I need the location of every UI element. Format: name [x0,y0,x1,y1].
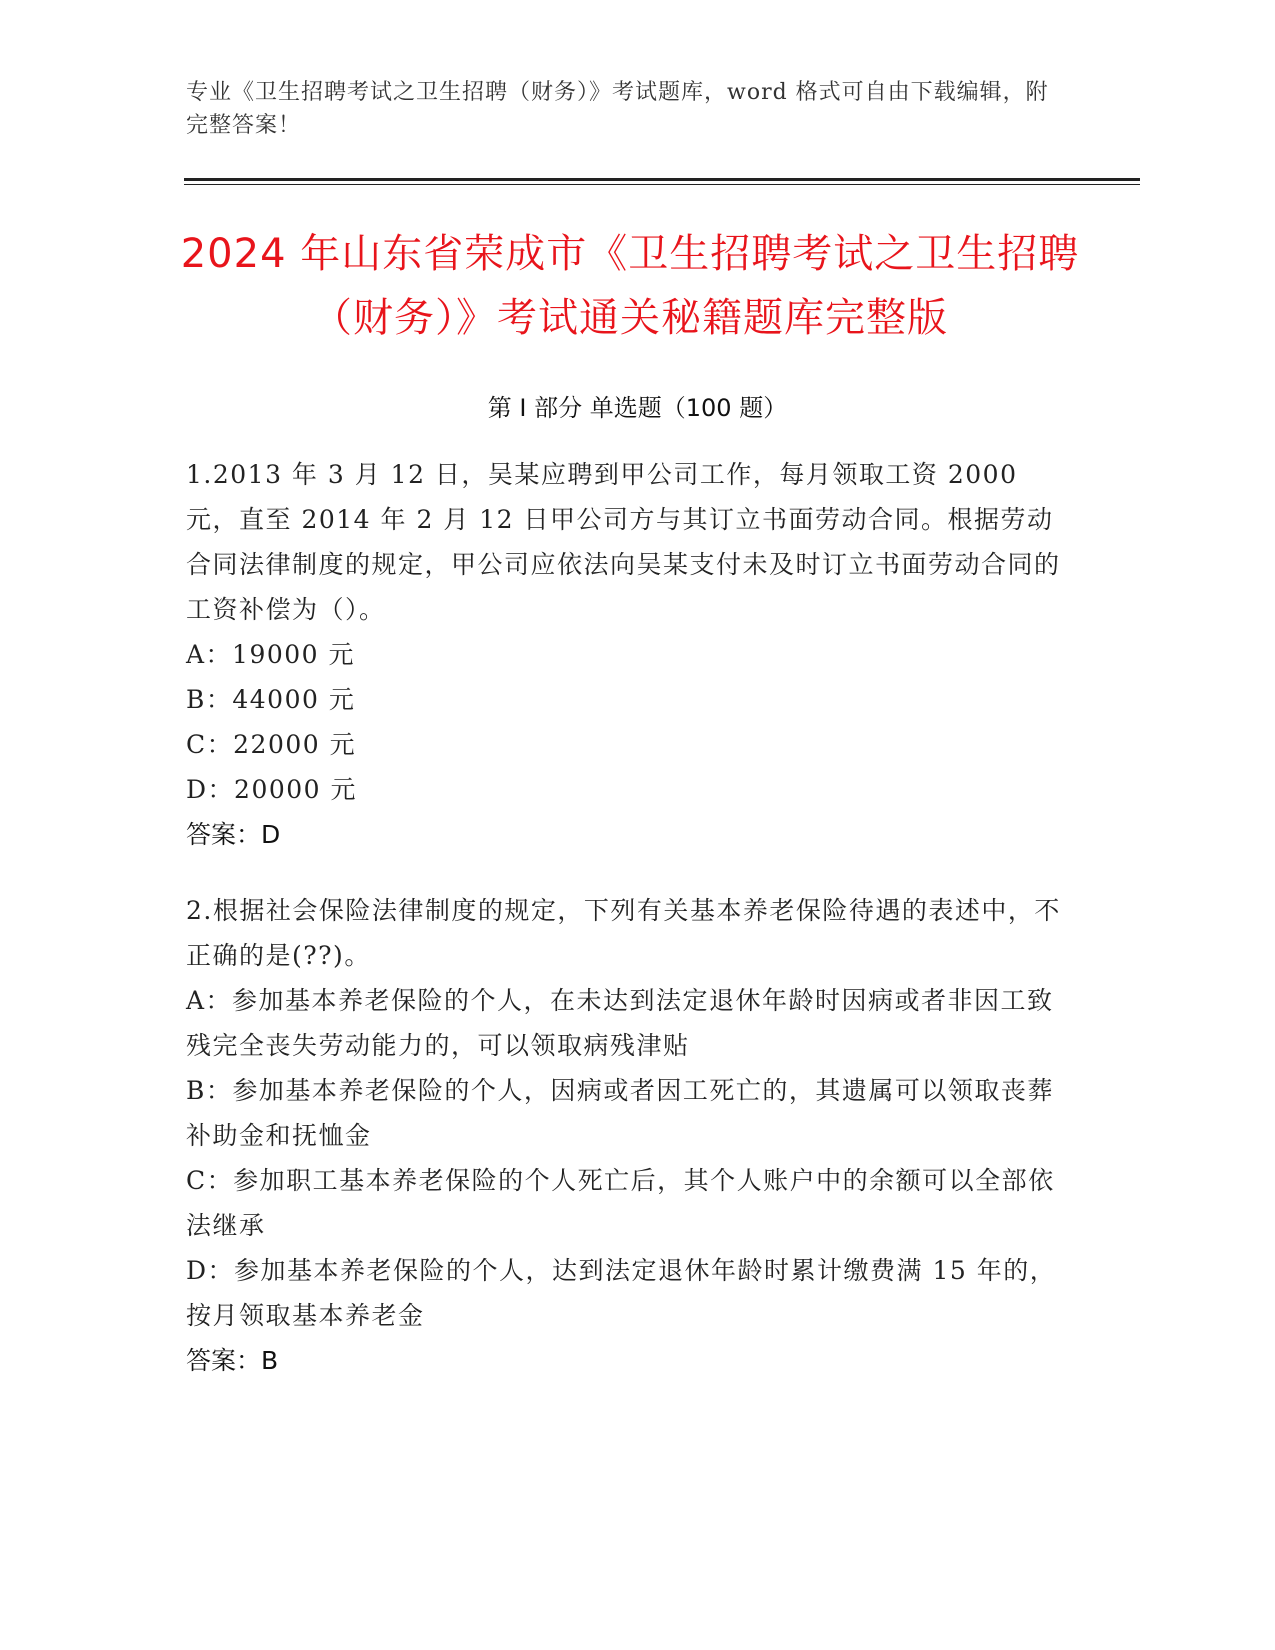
header-divider-thin [184,184,1140,185]
question-text: 2.根据社会保险法律制度的规定，下列有关基本养老保险待遇的表述中，不正确的是(??)。 [186,896,1061,970]
question-1 [186,452,1066,857]
option-b: B：44000 元 [186,685,356,714]
answer: 答案：B [186,1346,279,1375]
option-b: B：参加基本养老保险的个人，因病或者因工死亡的，其遗属可以领取丧葬补助金和抚恤金 [186,1076,1054,1150]
option-a: A：参加基本养老保险的个人，在未达到法定退休年龄时因病或者非因工致残完全丧失劳动能力的，可以领取病残津贴 [186,986,1054,1060]
option-c: C：22000 元 [186,730,357,759]
document-title: 2024 年山东省荣成市《卫生招聘考试之卫生招聘（财务）》考试通关秘籍题库完整版 [180,231,1080,341]
question-text: 1.2013 年 3 月 12 日，吴某应聘到甲公司工作，每月领取工资 2000 元，直至 2014 年 2 月 12 日甲公司方与其订立书面劳动合同。根据劳动合同法律制度的规定，甲公司应依法向吴某支付未及时订立书面劳动合同的工资补偿为（）。 [186,460,1061,624]
option-a: A：19000 元 [186,640,356,669]
header-divider-thick [184,178,1140,181]
header-note: 专业《卫生招聘考试之卫生招聘（财务）》考试题库，word 格式可自由下载编辑，附完整答案！ [186,80,1049,138]
answer: 答案：D [186,820,281,849]
option-d: D：20000 元 [186,775,358,804]
question-2 [186,888,1066,1383]
option-c: C：参加职工基本养老保险的个人死亡后，其个人账户中的余额可以全部依法继承 [186,1166,1055,1240]
section-title: 第 I 部分 单选题（100 题） [487,394,788,422]
option-d: D：参加基本养老保险的个人，达到法定退休年龄时累计缴费满 15 年的，按月领取基本养老金 [186,1256,1057,1330]
